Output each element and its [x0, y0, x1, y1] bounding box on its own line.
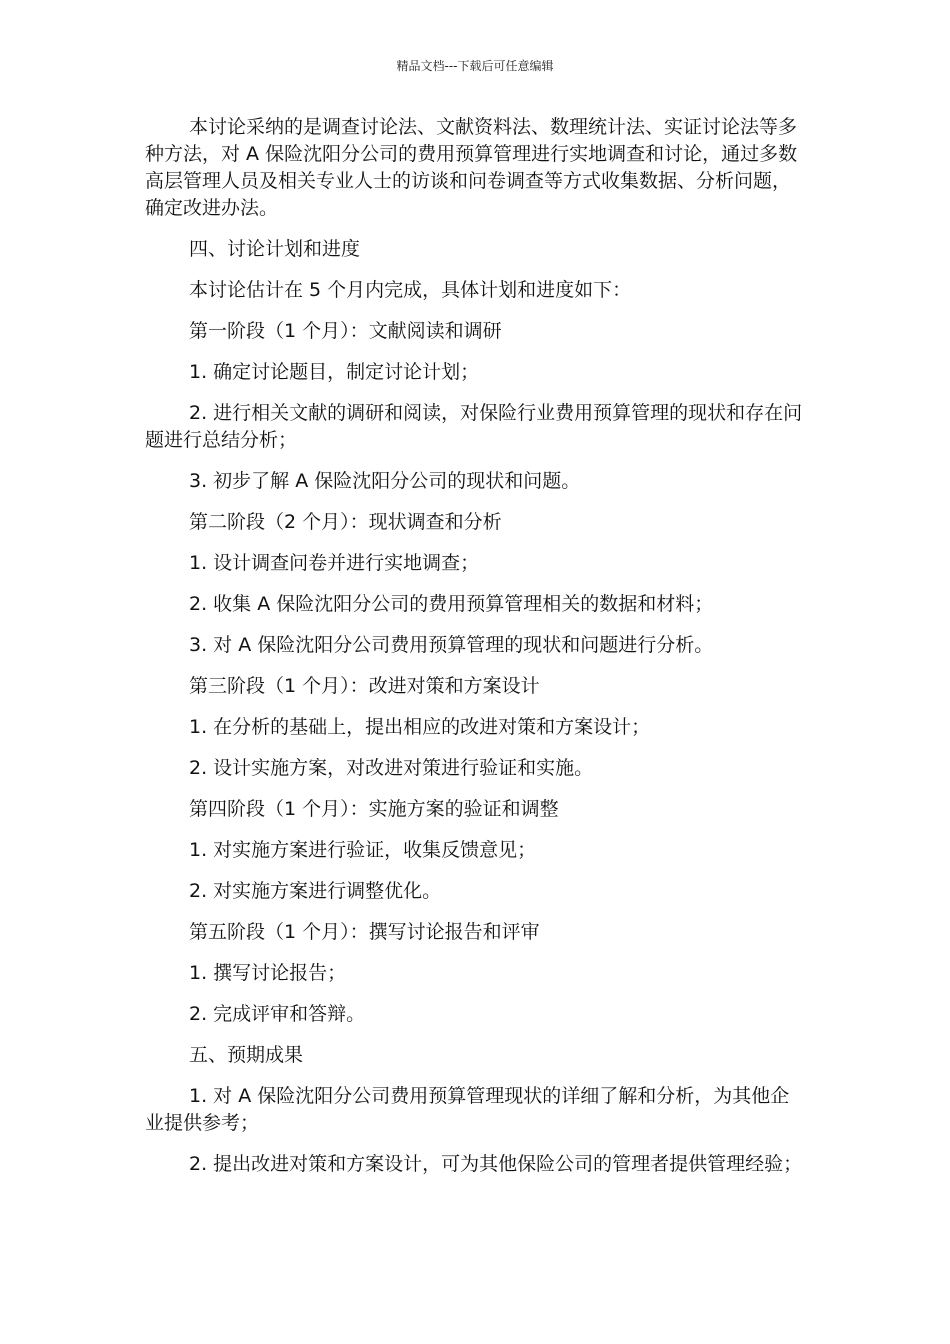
section-heading-plan: 四、讨论计划和进度: [189, 238, 361, 260]
paragraph-methods: 本讨论采纳的是调查讨论法、文献资料法、数理统计法、实证讨论法等多种方法，对 A 保险沈阳分公司的费用预算管理进行实地调查和讨论，通过多数高层管理人员及相关专业人士的访谈和问卷调查等方式收集数据、分析问题，确定改进办法。: [145, 116, 798, 219]
document-body: [145, 114, 805, 1192]
phase-heading-5: 第五阶段（1 个月）：撰写讨论报告和评审: [189, 921, 540, 943]
list-item: 2. 设计实施方案，对改进对策进行验证和实施。: [189, 757, 594, 779]
list-item: 1. 对 A 保险沈阳分公司费用预算管理现状的详细了解和分析，为其他企业提供参考；: [145, 1085, 790, 1134]
list-item: 2. 完成评审和答辩。: [189, 1003, 366, 1025]
list-item: 2. 收集 A 保险沈阳分公司的费用预算管理相关的数据和材料；: [189, 593, 714, 615]
list-item: 1. 对实施方案进行验证，收集反馈意见；: [189, 839, 537, 861]
list-item: 1. 撰写讨论报告；: [189, 962, 347, 984]
list-item: 3. 对 A 保险沈阳分公司费用预算管理的现状和问题进行分析。: [189, 634, 714, 656]
page-header: 精品文档---下载后可任意编辑: [396, 59, 554, 73]
phase-heading-2: 第二阶段（2 个月）：现状调查和分析: [189, 511, 502, 533]
list-item: 3. 初步了解 A 保险沈阳分公司的现状和问题。: [189, 470, 581, 492]
paragraph-plan-intro: 本讨论估计在 5 个月内完成，具体计划和进度如下：: [189, 279, 632, 301]
list-item: 2. 对实施方案进行调整优化。: [189, 880, 442, 902]
list-item: 2. 进行相关文献的调研和阅读，对保险行业费用预算管理的现状和存在问题进行总结分析；: [145, 402, 803, 451]
list-item: 1. 在分析的基础上，提出相应的改进对策和方案设计；: [189, 716, 651, 738]
phase-heading-1: 第一阶段（1 个月）：文献阅读和调研: [189, 320, 502, 342]
section-heading-results: 五、预期成果: [189, 1044, 304, 1066]
phase-heading-4: 第四阶段（1 个月）：实施方案的验证和调整: [189, 798, 559, 820]
list-item: 2. 提出改进对策和方案设计，可为其他保险公司的管理者提供管理经验；: [189, 1153, 803, 1175]
phase-heading-3: 第三阶段（1 个月）：改进对策和方案设计: [189, 675, 540, 697]
list-item: 1. 确定讨论题目，制定讨论计划；: [189, 361, 480, 383]
list-item: 1. 设计调查问卷并进行实地调查；: [189, 552, 480, 574]
